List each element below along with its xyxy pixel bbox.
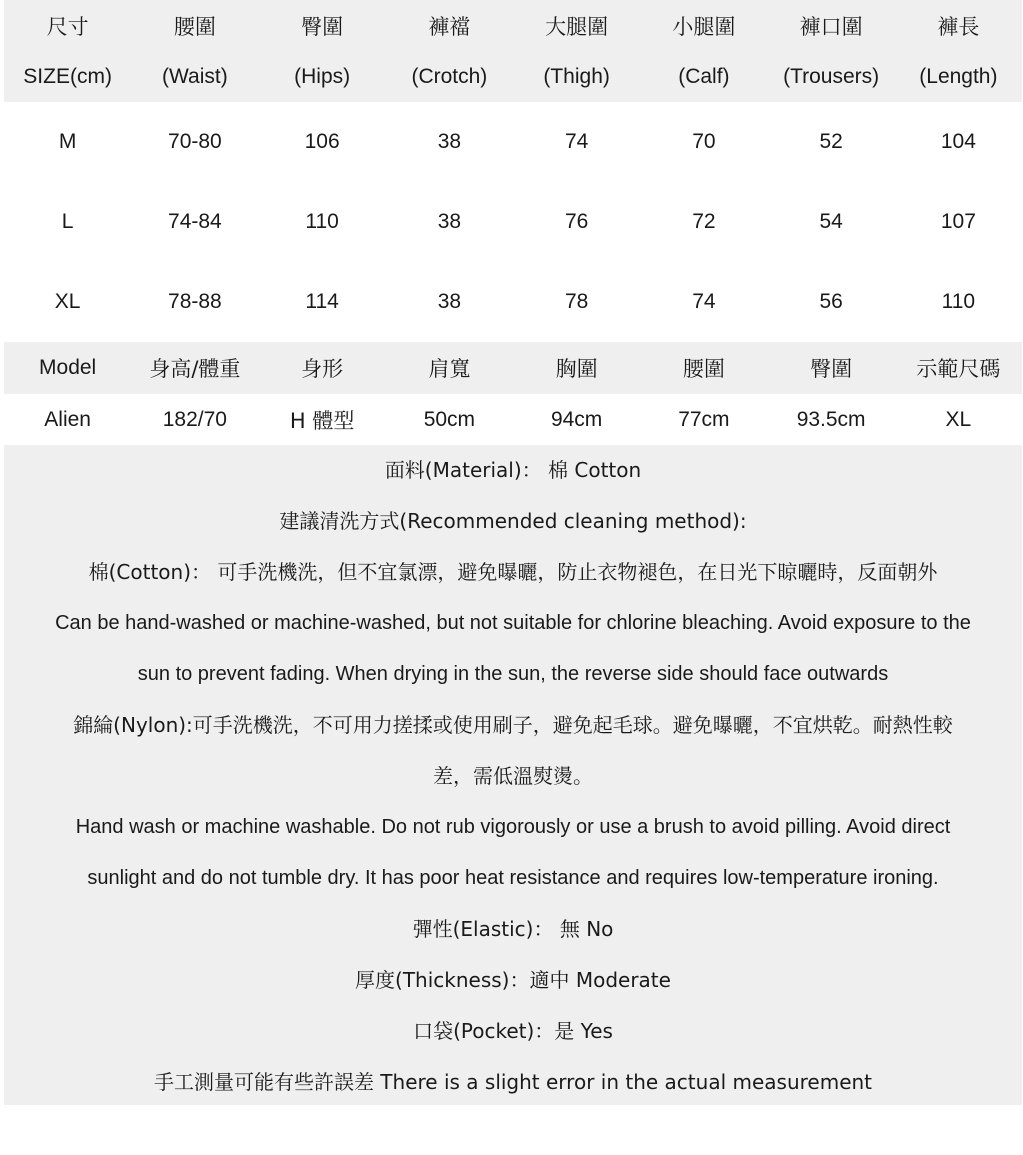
size-row-xl: [4, 262, 1022, 342]
cell-hips: 114: [305, 290, 339, 313]
cell-crotch: 38: [437, 290, 462, 313]
cleaning-method-title: 建議清洗方式(Recommended cleaning method):: [279, 509, 747, 533]
model-body-type: H 體型: [289, 408, 355, 433]
material-line: 面料(Material)： 棉 Cotton: [384, 458, 642, 482]
header-hips-en: (Hips): [294, 64, 351, 88]
model-header-chest: 胸圍: [555, 357, 598, 381]
nylon-care-en-2: sunlight and do not tumble dry. It has poor heat resistance and requires low-temperature ironing.: [87, 867, 939, 889]
cell-length: 110: [941, 290, 976, 313]
cell-trousers: 54: [819, 210, 843, 233]
cotton-care-en-2: sun to prevent fading. When drying in the sun, the reverse side should face outwards: [137, 663, 889, 685]
product-info-block: [4, 445, 1022, 1105]
model-table-row: [4, 394, 1022, 445]
header-waist-en: (Waist): [162, 64, 228, 88]
size-row-m: [4, 102, 1022, 182]
model-header-size: 示範尺碼: [916, 357, 1001, 381]
cell-thigh: 76: [564, 210, 589, 233]
cell-size: XL: [54, 290, 81, 313]
model-name: Alien: [44, 407, 91, 431]
model-size: XL: [945, 407, 972, 431]
header-length-zh: 褲長: [937, 14, 980, 39]
nylon-care-zh-1: 錦綸(Nylon):可手洗機洗，不可用力搓揉或使用刷子，避免起毛球。避免曝曬，不宜烘乾。耐熱性較: [73, 713, 953, 737]
cotton-care-zh: 棉(Cotton)： 可手洗機洗，但不宜氯漂，避免曝曬，防止衣物褪色，在日光下晾曬時，反面朝外: [88, 560, 938, 584]
cell-crotch: 38: [437, 130, 462, 153]
header-crotch-zh: 褲襠: [428, 14, 471, 39]
pocket-line: 口袋(Pocket)：是 Yes: [413, 1019, 613, 1043]
cell-waist: 74-84: [168, 210, 222, 233]
cell-calf: 74: [692, 290, 716, 313]
cell-thigh: 74: [564, 130, 589, 153]
cell-hips: 110: [305, 210, 339, 233]
cell-size: M: [58, 130, 77, 153]
header-thigh-en: (Thigh): [543, 64, 610, 88]
cell-trousers: 56: [819, 290, 843, 313]
model-header-shoulder: 肩寬: [428, 357, 471, 381]
header-size-zh: 尺寸: [46, 14, 89, 39]
cell-length: 107: [940, 210, 976, 233]
elastic-line: 彈性(Elastic)： 無 No: [412, 917, 614, 941]
model-header-waist: 腰圍: [682, 357, 725, 381]
model-header-hips: 臀圍: [810, 357, 853, 381]
cell-trousers: 52: [819, 130, 843, 153]
cell-waist: 78-88: [168, 290, 222, 313]
header-trousers-en: (Trousers): [783, 64, 880, 88]
cell-length: 104: [940, 130, 976, 153]
model-header-body-type: 身形: [301, 357, 344, 381]
model-table-header: [4, 342, 1022, 394]
header-trousers-zh: 褲口圍: [799, 14, 863, 39]
model-waist: 77cm: [678, 407, 730, 431]
size-table-header-en: [4, 51, 1022, 102]
header-length-en: (Length): [919, 64, 998, 88]
cell-thigh: 78: [564, 290, 589, 313]
cell-size: L: [61, 210, 74, 233]
model-header-model: Model: [39, 356, 97, 379]
cell-hips: 106: [304, 130, 340, 153]
cell-calf: 70: [692, 130, 716, 153]
measurement-note: 手工測量可能有些許誤差 There is a slight error in the actual measurement: [153, 1070, 873, 1094]
header-crotch-en: (Crotch): [411, 64, 488, 88]
size-table-header-zh: [4, 0, 1022, 51]
size-chart-document: [4, 0, 1022, 1105]
header-size-en: SIZE(cm): [23, 64, 112, 88]
model-height-weight: 182/70: [162, 407, 227, 431]
cell-calf: 72: [692, 210, 716, 233]
model-chest: 94cm: [550, 407, 603, 431]
header-calf-zh: 小腿圍: [672, 14, 736, 39]
cell-crotch: 38: [437, 210, 462, 233]
cotton-care-en-1: Can be hand-washed or machine-washed, but not suitable for chlorine bleaching. Avoid exposure to the: [55, 612, 971, 634]
model-shoulder: 50cm: [423, 407, 476, 431]
nylon-care-en-1: Hand wash or machine washable. Do not rub vigorously or use a brush to avoid pilling. Avoid direct: [75, 816, 951, 838]
thickness-line: 厚度(Thickness)：適中 Moderate: [355, 968, 671, 992]
size-row-l: [4, 182, 1022, 262]
cell-waist: 70-80: [168, 130, 222, 153]
header-thigh-zh: 大腿圍: [545, 14, 609, 39]
nylon-care-zh-2: 差，需低溫熨燙。: [433, 764, 593, 788]
header-calf-en: (Calf): [678, 64, 730, 88]
header-hips-zh: 臀圍: [301, 14, 344, 39]
header-waist-zh: 腰圍: [173, 14, 216, 39]
model-header-height-weight: 身高/體重: [149, 357, 241, 381]
model-hips: 93.5cm: [796, 407, 866, 431]
